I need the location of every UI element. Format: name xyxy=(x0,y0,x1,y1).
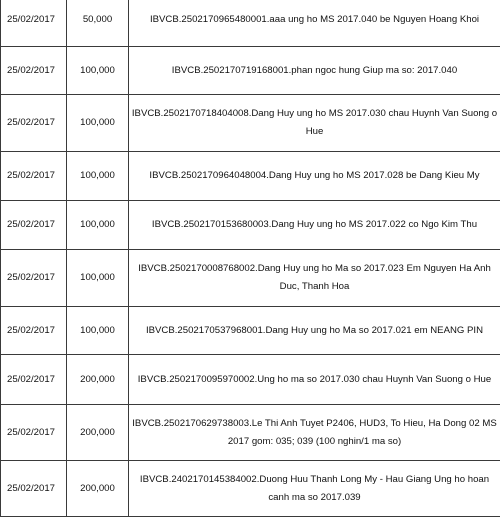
description-cell: IBVCB.2502170537968001.Dang Huy ung ho Ma so 2017.021 em NEANG PIN xyxy=(129,307,500,355)
description-cell: IBVCB.2502170964048004.Dang Huy ung ho MS 2017.028 be Dang Kieu My xyxy=(129,152,500,201)
amount-cell: 100,000 xyxy=(67,152,129,201)
table-row xyxy=(1,405,500,461)
date-cell: 25/02/2017 xyxy=(1,201,67,250)
table-row xyxy=(1,250,500,307)
description-cell: IBVCB.2502170965480001.aaa ung ho MS 2017.040 be Nguyen Hoang Khoi xyxy=(129,0,500,47)
date-cell: 25/02/2017 xyxy=(1,0,67,47)
amount-cell: 200,000 xyxy=(67,405,129,461)
date-cell: 25/02/2017 xyxy=(1,461,67,517)
date-cell: 25/02/2017 xyxy=(1,355,67,405)
table-row xyxy=(1,307,500,355)
description-cell: IBVCB.2502170719168001.phan ngoc hung Giup ma so: 2017.040 xyxy=(129,47,500,95)
description-cell: IBVCB.2502170095970002.Ung ho ma so 2017.030 chau Huynh Van Suong o Hue xyxy=(129,355,500,405)
amount-cell: 200,000 xyxy=(67,461,129,517)
description-cell: IBVCB.2502170153680003.Dang Huy ung ho MS 2017.022 co Ngo Kim Thu xyxy=(129,201,500,250)
date-cell: 25/02/2017 xyxy=(1,152,67,201)
table-row xyxy=(1,0,500,47)
date-cell: 25/02/2017 xyxy=(1,47,67,95)
date-cell: 25/02/2017 xyxy=(1,250,67,307)
date-cell: 25/02/2017 xyxy=(1,405,67,461)
amount-cell: 100,000 xyxy=(67,201,129,250)
amount-cell: 100,000 xyxy=(67,95,129,152)
table-row xyxy=(1,152,500,201)
table-row xyxy=(1,95,500,152)
amount-cell: 200,000 xyxy=(67,355,129,405)
amount-cell: 100,000 xyxy=(67,250,129,307)
description-cell: IBVCB.2502170718404008.Dang Huy ung ho MS 2017.030 chau Huynh Van Suong o Hue xyxy=(129,95,500,152)
table-row xyxy=(1,201,500,250)
date-cell: 25/02/2017 xyxy=(1,95,67,152)
table-row xyxy=(1,461,500,517)
amount-cell: 100,000 xyxy=(67,47,129,95)
description-cell: IBVCB.2502170008768002.Dang Huy ung ho Ma so 2017.023 Em Nguyen Ha Anh Duc, Thanh Hoa xyxy=(129,250,500,307)
table-row xyxy=(1,47,500,95)
description-cell: IBVCB.2502170629738003.Le Thi Anh Tuyet P2406, HUD3, To Hieu, Ha Dong 02 MS 2017 gom: 035; 039 (100 nghin/1 ma so) xyxy=(129,405,500,461)
amount-cell: 100,000 xyxy=(67,307,129,355)
date-cell: 25/02/2017 xyxy=(1,307,67,355)
description-cell: IBVCB.2402170145384002.Duong Huu Thanh Long My - Hau Giang Ung ho hoan canh ma so 2017.039 xyxy=(129,461,500,517)
amount-cell: 50,000 xyxy=(67,0,129,47)
table-row xyxy=(1,355,500,405)
